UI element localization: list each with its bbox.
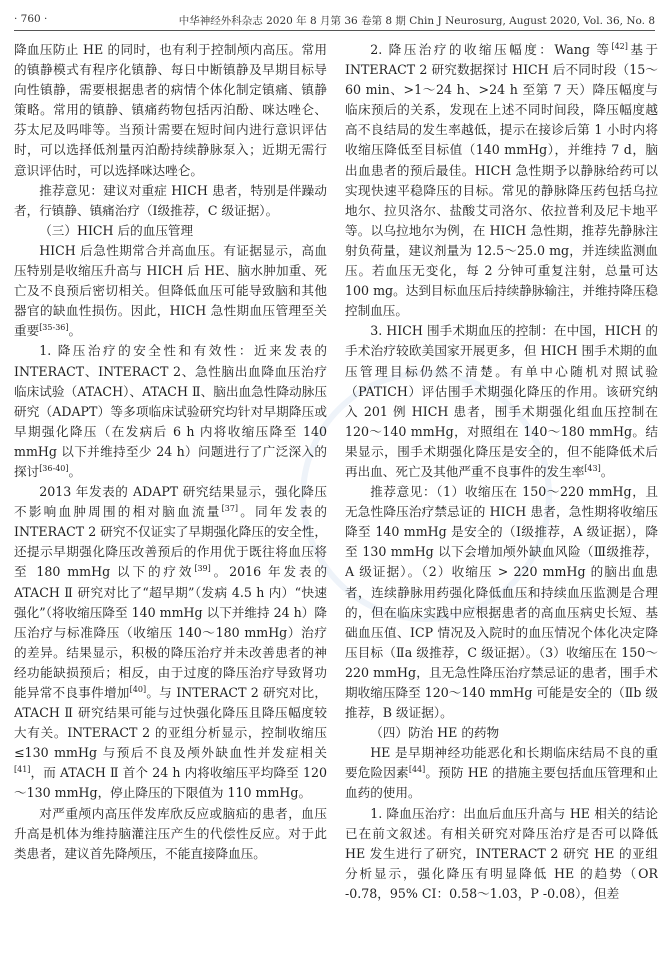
- paragraph-text: HE 是早期神经功能恶化和长期临床结局不良的重要危险因素: [345, 745, 658, 781]
- paragraph: [14, 40, 327, 181]
- paragraph-text: 1. 降压治疗的安全性和有效性：近来发表的 INTERACT、INTERACT 2、急性脑出血降血压治疗临床试验（ATACH）、ATACH Ⅱ、脑出血急性降动脉压研究（ADAPT）等多项临床试验研究均针对早期降压或早期强化降压（在发病后 6 h 内将收缩压降至 140 mmHg 以下并维持至少 24 h）问题进行了广泛深入的探讨: [14, 343, 327, 479]
- paragraph: [14, 181, 327, 221]
- paragraph-text: 。: [68, 323, 82, 339]
- citation-ref: [39]: [194, 564, 211, 574]
- page-number: · 760 ·: [14, 13, 48, 25]
- citation-ref: [40]: [129, 684, 147, 694]
- paragraph: [345, 482, 658, 723]
- citation-ref: [41]: [14, 765, 31, 775]
- paragraph-text: ，而 ATACH Ⅱ 首个 24 h 内将收缩压平均降至 120～130 mmHg，停止降压的下限值为 110 mmHg。: [14, 765, 327, 801]
- paragraph-text: 对严重颅内高压伴发库欣反应或脑疝的患者，血压升高是机体为维持脑灌注压产生的代偿性反应。对于此类患者，建议首先降颅压，不能直接降血压。: [14, 805, 327, 861]
- paragraph-text: （四）防治 HE 的药物: [370, 725, 500, 741]
- citation-ref: [42]: [611, 41, 628, 51]
- citation-ref: [35-36]: [39, 323, 69, 333]
- right-column: [345, 40, 658, 965]
- citation-ref: [44]: [408, 765, 426, 775]
- paragraph: [345, 743, 658, 803]
- page-header: [14, 10, 655, 31]
- paragraph-text: 3. HICH 围手术期血压的控制：在中国，HICH 的手术治疗较欧美国家开展更多，但 HICH 围手术期的血压管理目标仍然不清楚。有单中心随机对照试验（PATICH）评估围手术期强化降压的作用。该研究纳入 201 例 HICH 患者，围手术期强化组血压控制在 120～140 mmHg，对照组在 140～180 mmHg。结果显示，围手术期强化降压是安全的，但不能降低术后再出血、死亡及其他严重不良事件的发生率: [345, 323, 658, 479]
- journal-citation: 中华神经外科杂志 2020 年 8 月第 36 卷第 8 期 Chin J Neurosurg, August 2020, Vol. 36, No. 8: [178, 15, 655, 27]
- paragraph-text: 基于 INTERACT 2 研究数据探讨 HICH 后不同时段（15～60 min、>1～24 h、>24 h 至第 7 天）降压幅度与临床预后的关系，发现在上述不同时间段，降压幅度越高不良结局的发生率越低，提示在接诊后第 1 小时内将收缩压降低至目标值（140 mmHg），并维持 7 d，脑出血患者的预后最佳。HICH 急性期予以静脉给药可以实现快速平稳降压的目标。常见的静脉降压药包括乌拉地尔、拉贝洛尔、盐酸艾司洛尔、依拉普利及尼卡地平等。以乌拉地尔为例，在 HICH 急性期，推荐先静脉注射负荷量，建议剂量为 12.5～25.0 mg，并连续监测血压。若血压无变化，每 2 分钟可重复注射，总量可达 100 mg。达到目标血压后持续静脉输注，并维持降压稳控制血压。: [345, 42, 658, 319]
- paragraph-text: HICH 后急性期常合并高血压。有证据显示，高血压特别是收缩压升高与 HICH 后 HE、脑水肿加重、死亡及不良预后密切相关。但降低血压可能导致脑和其他器官的缺血性损伤。因此，HICH 急性期血压管理至关重要: [14, 242, 327, 339]
- paragraph-text: 2. 降压治疗的收缩压幅度：Wang 等: [370, 42, 612, 57]
- paragraph-text: 2013 年发表的 ADAPT 研究结果显示，强化降压不影响血肿周围的相对脑血流量: [14, 484, 327, 520]
- paragraph-text: 。与 INTERACT 2 研究对比，ATACH Ⅱ 研究结果可能与过快强化降压且降压幅度较大有关。INTERACT 2 的亚组分析显示，控制收缩压≤130 mmHg 与预后不良及颅外缺血性并发症相关: [14, 685, 327, 761]
- paragraph-text: 。: [600, 463, 614, 479]
- paragraph: [345, 804, 658, 904]
- paragraph: [14, 482, 327, 804]
- section-heading: [345, 723, 658, 743]
- paragraph-text: 推荐意见：（1）收缩压在 150～220 mmHg，且无急性降压治疗禁忌证的 HICH 患者，急性期将收缩压降至 140 mmHg 是安全的（Ⅰ级推荐，A 级证据），降至 130 mmHg 以下会增加颅外缺血风险（Ⅲ级推荐，A 级证据）。（2）收缩压 > 220 mmHg 的脑出血患者，连续静脉用药强化降低血压和持续血压监测是合理的，但在临床实践中应根据患者的高血压病史长短、基础血压值、ICP 情况及入院时的血压情况个体化决定降压目标（Ⅱa 级推荐，C 级证据）。（3）收缩压在 150～220 mmHg，且无急性降压治疗禁忌证的患者，围手术期收缩压降至 120～140 mmHg 可能是安全的（Ⅱb 级推荐，B 级证据）。: [345, 484, 658, 721]
- paragraph-text: 降血压防止 HE 的同时，也有利于控制颅内高压。常用的镇静模式有程序化镇静、每日中断镇静及早期目标导向性镇静，需要根据患者的病情个体化制定镇痛、镇静策略。常用的镇静、镇痛药物包括丙泊酚、咪达唑仑、芬太尼及吗啡等。当预计需要在短时间内进行意识评估时，可以选择低剂量丙泊酚持续静脉泵入；近期无需行意识评估时，可以选择咪达唑仑。: [14, 42, 327, 178]
- paragraph-text: 推荐意见：建议对重症 HICH 患者，特别是伴躁动者，行镇静、镇痛治疗（Ⅰ级推荐，C 级证据）。: [14, 182, 327, 218]
- citation-ref: [37]: [221, 503, 239, 513]
- paragraph-text: （三）HICH 后的血压管理: [39, 222, 194, 238]
- paragraph: [14, 341, 327, 482]
- left-column: [14, 40, 327, 965]
- citation-ref: [36-40]: [39, 463, 69, 473]
- paragraph: [345, 40, 658, 321]
- paragraph-text: 。2016 年发表的 ATACH Ⅱ 研究对比了“超早期”（发病 4.5 h 内）“快速强化”（将收缩压降至 140 mmHg 以下并维持 24 h）降压治疗与标准降压（收缩压 140～180 mmHg）治疗的差异。结果显示，积极的降压治疗并未改善患者的神经功能缺损预后；相反，由于过度的降压治疗导致肾功能异常不良事件增加: [14, 564, 327, 700]
- section-heading: [14, 221, 327, 241]
- paragraph-text: 。同年发表的 INTERACT 2 研究不仅证实了早期强化降压的安全性，还提示早期强化降压改善预后的作用优于既往将血压将至 180 mmHg 以下的疗效: [14, 504, 327, 580]
- paragraph: [14, 804, 327, 864]
- paragraph-text: 。: [68, 463, 82, 479]
- paragraph-text: 1. 降血压治疗：出血后血压升高与 HE 相关的结论已在前文叙述。有相关研究对降压治疗是否可以降低 HE 发生进行了研究，INTERACT 2 研究 HE 的亚组分析显示，强化降压有明显降低 HE 的趋势（OR -0.78，95% CI：0.58～1.03，P -0.08），但差: [345, 805, 658, 901]
- paragraph-text: 。预防 HE 的措施主要包括血压管理和止血药的使用。: [345, 765, 658, 801]
- paragraph: [14, 241, 327, 341]
- paragraph: [345, 321, 658, 482]
- citation-ref: [43]: [584, 463, 601, 473]
